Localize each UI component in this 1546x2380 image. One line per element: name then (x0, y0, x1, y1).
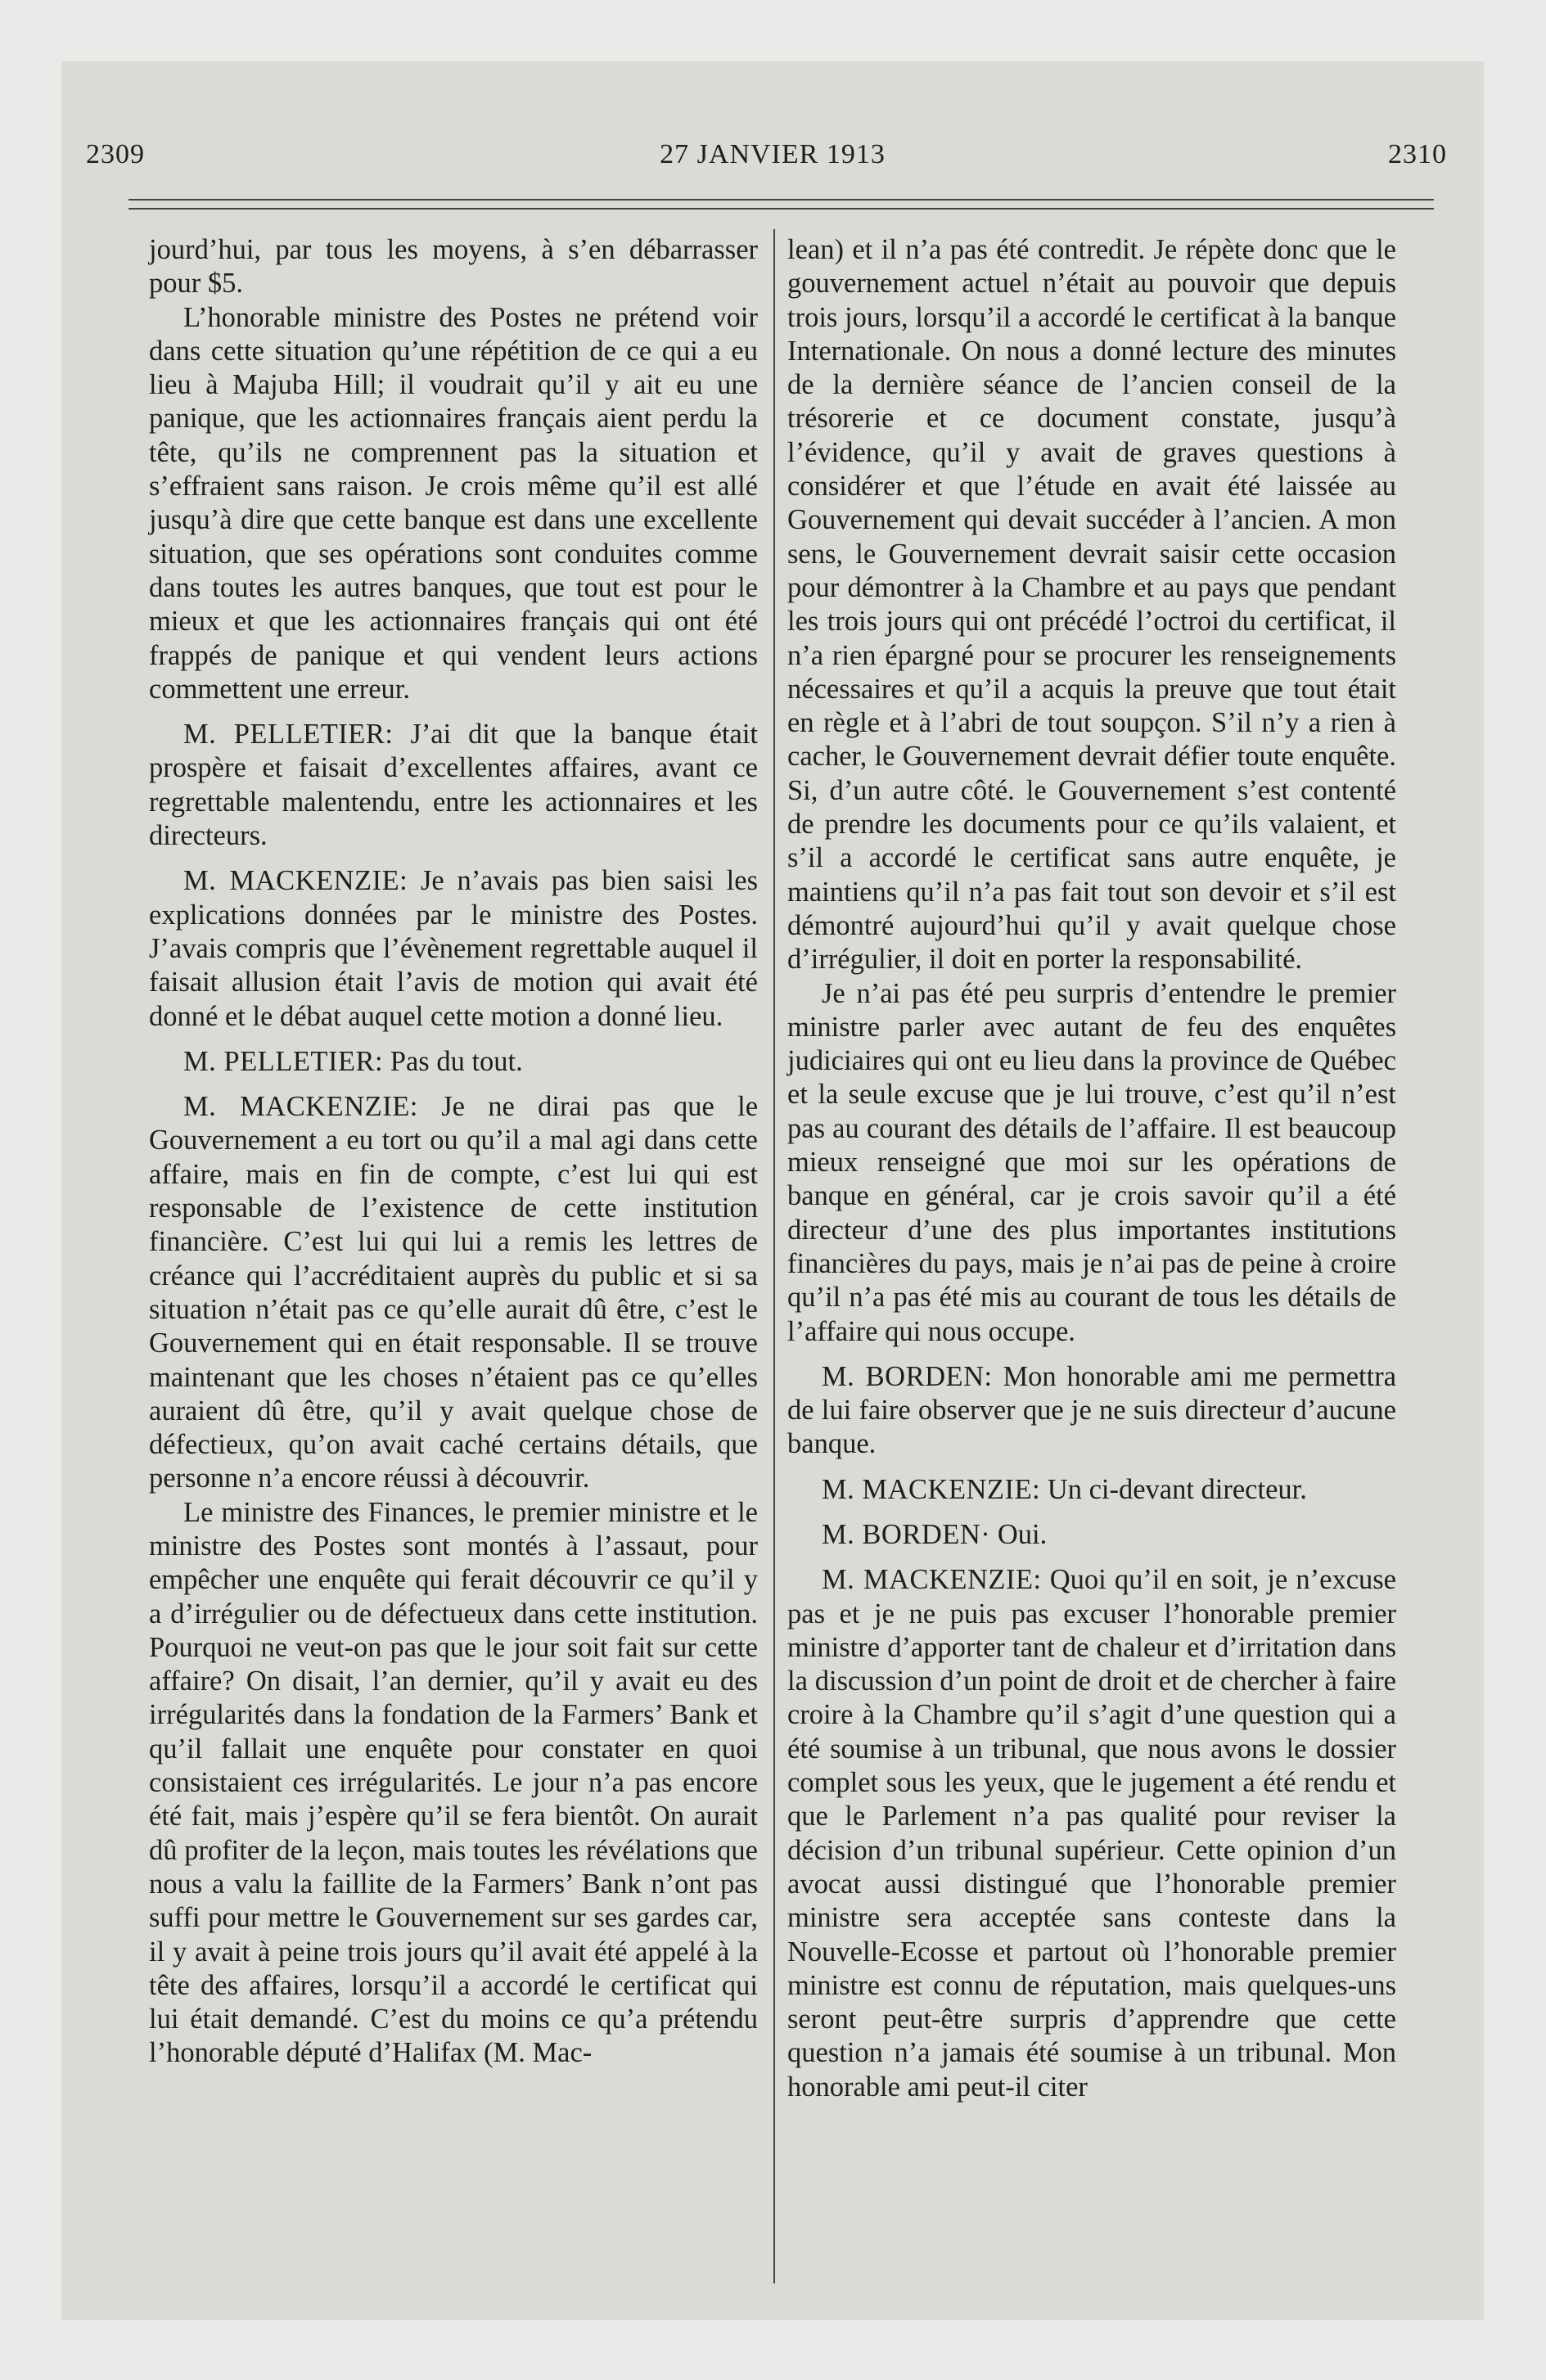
speech-paragraph: M. BORDEN· Oui. (822, 1518, 1048, 1550)
page-header (61, 139, 1484, 180)
paragraph: jourd’hui, par tous les moyens, à s’en débarrasser pour $5. (149, 234, 758, 300)
speaker-name: M. PELLETIER: (183, 1045, 384, 1077)
speech-paragraph: M. MACKENZIE: Je ne dirai pas que le Gouvernement a eu tort ou qu’il a mal agi dans cette affaire, mais en fin de compte, c’est lui qui est responsable de l’existence de cette institution financière. C’est lui qui lui a remis les lettres de créance qui l’accréditaient auprès du public et si sa situation n’était pas ce qu’elle aurait dû être, c’est le Gouvernement qui en était responsable. Il se trouve maintenant que les choses n’étaient pas ce qu’elles auraient dû être, qu’il y avait quelque chose de défectieux, qu’on avait caché certains détails, que personne n’a encore réussi à découvrir. (149, 1091, 759, 1494)
paragraph: Le ministre des Finances, le premier ministre et le ministre des Postes sont montés à l’assaut, pour empêcher une enquête qui ferait découvrir ce qu’il y a d’irrégulier ou de défectueux dans cette institution. Pourquoi ne veut-on pas que le jour soit fait sur cette affaire? On disait, l’an dernier, qu’il y avait eu des irrégularités dans la fondation de la Farmers’ Bank et qu’il fallait une enquête pour constater en quoi consistaient ces irrégularités. Le jour n’a pas encore été fait, mais j’espère qu’il se fera bientôt. On aurait dû profiter de la leçon, mais toutes les révélations que nous a valu la faillite de la Farmers’ Bank n’ont pas suffi pour mettre le Gouvernement sur ses gardes car, il y avait à peine trois jours qu’il avait été appelé à la tête des affaires, lorsqu’il a accordé le certificat qui lui était demandé. C’est du moins ce qu’a prétendu l’honorable député d’Halifax (M. Mac- (149, 1496, 758, 2069)
speaker-name: M. MACKENZIE: (183, 1091, 418, 1123)
speaker-name: M. PELLETIER: (183, 719, 394, 751)
speech-paragraph: M. PELLETIER: Pas du tout. (183, 1045, 523, 1077)
page-date: 27 JANVIER 1913 (660, 139, 886, 169)
column-divider (773, 229, 775, 2283)
speech-paragraph: M. BORDEN: Mon honorable ami me permettra de lui faire observer que je ne suis directeur d’aucune banque. (787, 1360, 1397, 1460)
speaker-name: M. MACKENZIE: (183, 865, 408, 897)
paragraph: Je n’ai pas été peu surpris d’entendre le premier ministre parler avec autant de feu des enquêtes judiciaires qui ont eu lieu dans la province de Québec et la seule excuse que je lui trouve, c’est qu’il n’est pas au courant des détails de l’affaire. Il est beaucoup mieux renseigné que moi sur les opérations de banque en général, car je crois savoir qu’il a été directeur d’une des plus importantes institutions financières du pays, mais je n’ai pas de peine à croire qu’il n’a pas été mis au courant de tous les détails de l’affaire qui nous occupe. (787, 977, 1396, 1347)
speech-paragraph: M. PELLETIER: J’ai dit que la banque était prospère et faisait d’excellentes affaires, avant ce regrettable malentendu, entre les actionnaires et les directeurs. (149, 719, 758, 852)
page-number-right: 2310 (1388, 139, 1447, 169)
paragraph: lean) et il n’a pas été contredit. Je répète donc que le gouvernement actuel n’était au pouvoir que depuis trois jours, lorsqu’il a accordé le certificat à la banque Internationale. On nous a donné lecture des minutes de la dernière séance de l’ancien conseil de la trésorerie et ce document constate, jusqu’à l’évidence, qu’il y avait de graves questions à considérer et que l’étude en avait été laissée au Gouvernement qui devait succéder à l’ancien. A mon sens, le Gouvernement devrait saisir cette occasion pour démontrer à la Chambre et au pays que pendant les trois jours qui ont précédé l’octroi du certificat, il n’a rien épargné pour se procurer les renseignements nécessaires et qu’il a acquis la preuve que tout était en règle et à l’abri de tout soupçon. S’il n’y a rien à cacher, le Gouvernement devrait défier toute enquête. Si, d’un autre côté. le Gouvernement s’est contenté de prendre les documents pour ce qu’ils valaient, et s’il a accordé le certificat sans autre enquête, je maintiens qu’il n’a pas fait tout son devoir et s’il est démontré aujourd’hui qu’il y avait quelque chose d’irrégulier, il doit en porter la responsabilité. (787, 234, 1396, 976)
speaker-name: M. MACKENZIE: (822, 1564, 1042, 1596)
speaker-name: M. BORDEN: (822, 1360, 993, 1392)
paragraph: L’honorable ministre des Postes ne prétend voir dans cette situation qu’une répétition de ce qui a eu lieu à Majuba Hill; il voudrait qu’il y ait eu une panique, que les actionnaires français aient perdu la tête, qu’ils ne comprennent pas la situation et s’effraient sans raison. Je crois même qu’il est allé jusqu’à dire que cette banque est dans une excellente situation, que ses opérations sont conduites comme dans toutes les autres banques, que tout est pour le mieux et que les actionnaires français qui ont été frappés de panique et qui vendent leurs actions commettent une erreur. (149, 301, 758, 705)
right-column (787, 233, 1396, 2104)
speech-paragraph: M. MACKENZIE: Je n’avais pas bien saisi les explications données par le ministre des Postes. J’avais compris que l’évènement regrettable auquel il faisait allusion était l’avis de motion qui avait été donné et le débat auquel cette motion a donné lieu. (149, 865, 758, 1032)
header-rule-bottom (128, 208, 1434, 210)
page-number-left: 2309 (86, 139, 145, 169)
left-column (149, 233, 758, 2071)
speaker-name: M. MACKENZIE: (822, 1473, 1041, 1505)
speech-paragraph: M. MACKENZIE: Quoi qu’il en soit, je n’excuse pas et je ne puis pas excuser l’honorable premier ministre d’apporter tant de chaleur et d’irritation dans la discussion d’un point de droit et de chercher à faire croire à la Chambre qu’il s’agit d’une question qui a été soumise à un tribunal, que nous avons le dossier complet sous les yeux, que le jugement a été rendu et que le Parlement n’a pas qualité pour reviser la décision d’un tribunal supérieur. Cette opinion d’un avocat aussi distingué que l’honorable premier ministre sera acceptée sans conteste dans la Nouvelle-Ecosse et partout où l’honorable premier ministre est connu de réputation, mais quelques-uns seront peut-être surpris d’apprendre que cette question n’a jamais été soumise à un tribunal. Mon honorable ami peut-il citer (787, 1564, 1396, 2103)
speech-paragraph: M. MACKENZIE: Un ci-devant directeur. (822, 1473, 1307, 1505)
header-rule-top (128, 199, 1434, 201)
scanned-page (61, 61, 1484, 2320)
speaker-name: M. BORDEN· (822, 1518, 991, 1550)
